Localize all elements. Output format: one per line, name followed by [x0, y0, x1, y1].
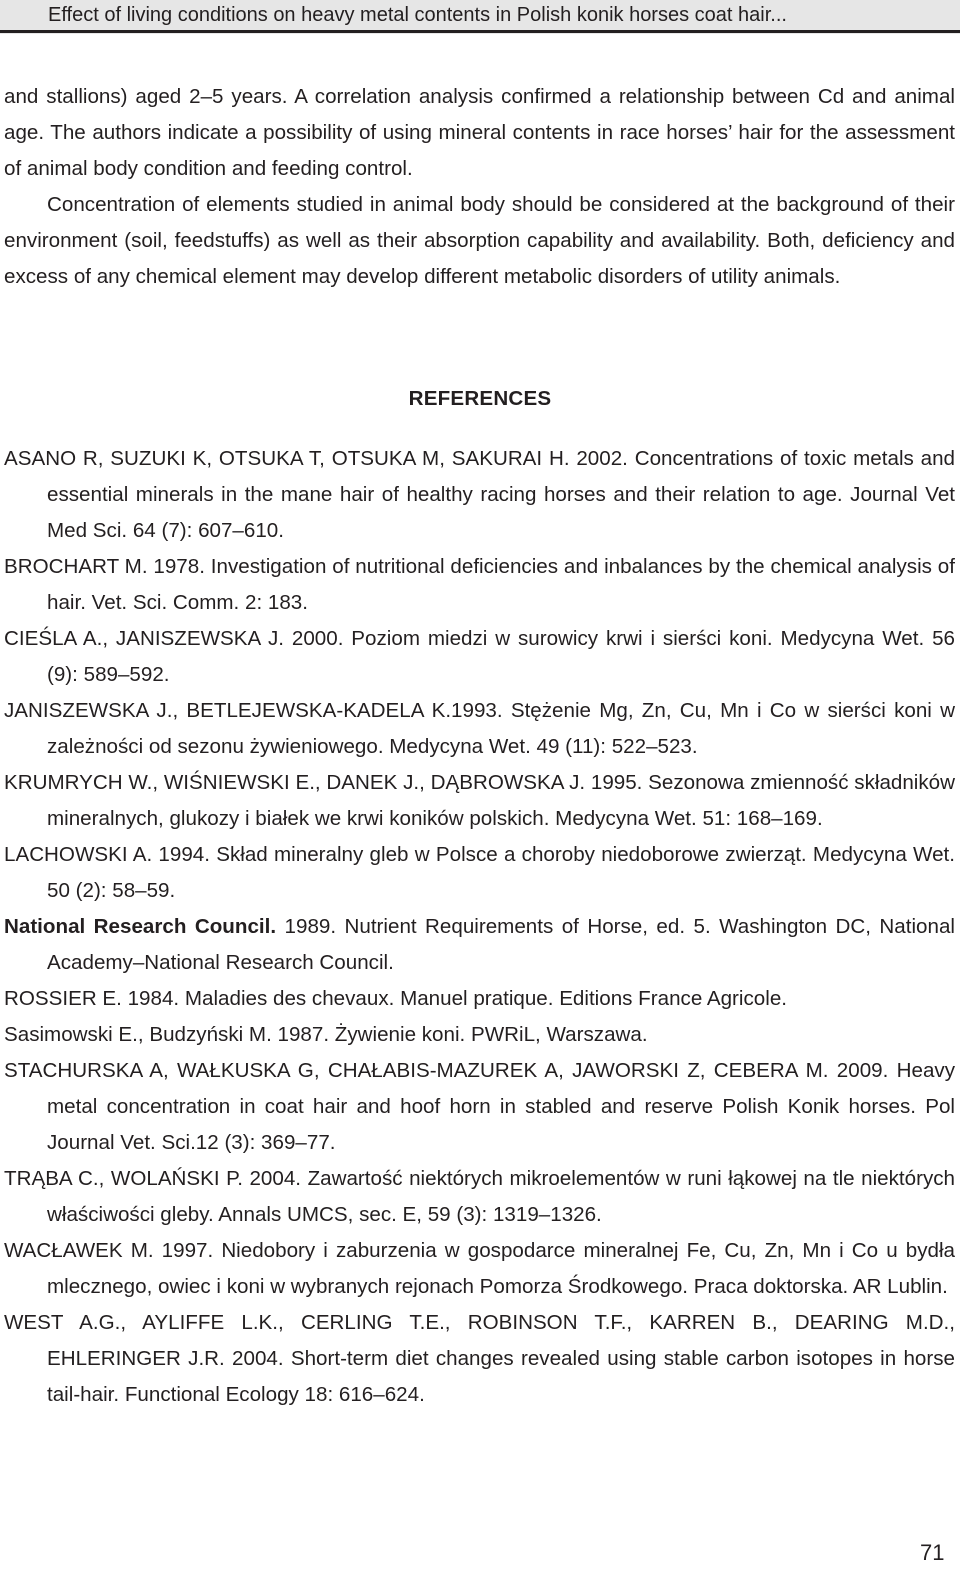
reference-list	[4, 441, 955, 1413]
reference-item	[4, 693, 955, 765]
reference-text: Żywienie koni. PWRiL, Warszawa.	[329, 1023, 648, 1046]
reference-authors: STACHURSKA A, WAŁKUSKA G, CHAŁABIS-MAZUREK A, JAWORSKI Z, CEBERA M. 2009.	[4, 1059, 889, 1082]
reference-text: Sezonowa zmienność składników mineralnych, glukozy i białek we krwi koników polskich. Medycyna Wet. 51: 168–169.	[47, 771, 955, 830]
reference-item	[4, 1161, 955, 1233]
running-title: Effect of living conditions on heavy metal contents in Polish konik horses coat hair...	[48, 4, 787, 26]
reference-text: Investigation of nutritional deficiencies and inbalances by the chemical analysis of hair. Vet. Sci. Comm. 2: 183.	[47, 555, 955, 614]
reference-authors: BROCHART M. 1978.	[4, 555, 205, 578]
reference-item	[4, 549, 955, 621]
reference-text: Concentrations of toxic metals and essential minerals in the mane hair of healthy racing horses and their relation to age. Journal Vet Med Sci. 64 (7): 607–610.	[47, 447, 955, 542]
reference-item	[4, 1233, 955, 1305]
reference-authors: KRUMRYCH W., WIŚNIEWSKI E., DANEK J., DĄBROWSKA J. 1995.	[4, 771, 643, 794]
reference-authors: ASANO R, SUZUKI K, OTSUKA T, OTSUKA M, SAKURAI H. 2002.	[4, 447, 628, 470]
reference-text: Skład mineralny gleb w Polsce a choroby niedoborowe zwierząt. Medycyna Wet. 50 (2): 58–59.	[47, 843, 955, 902]
header-rule	[0, 30, 960, 33]
reference-text: 1989. Nutrient Requirements of Horse, ed. 5. Washington DC, National Academy–National Research Council.	[47, 915, 955, 974]
reference-item	[4, 441, 955, 549]
reference-authors: WACŁAWEK M. 1997.	[4, 1239, 214, 1262]
reference-text: Stężenie Mg, Zn, Cu, Mn i Co w sierści koni w zależności od sezonu żywieniowego. Medycyna Wet. 49 (11): 522–523.	[47, 699, 955, 758]
references-heading: REFERENCES	[408, 387, 552, 410]
reference-item	[4, 1053, 955, 1161]
running-header	[0, 0, 960, 34]
page-number: 71	[920, 1540, 945, 1565]
reference-text: Heavy metal concentration in coat hair and hoof horn in stabled and reserve Polish Konik horses. Pol Journal Vet. Sci.12 (3): 369–77.	[47, 1059, 955, 1154]
reference-item	[4, 765, 955, 837]
reference-item	[4, 621, 955, 693]
reference-authors: CIEŚLA A., JANISZEWSKA J. 2000.	[4, 627, 344, 650]
reference-item	[4, 837, 955, 909]
reference-authors: LACHOWSKI A. 1994.	[4, 843, 210, 866]
reference-text: Niedobory i zaburzenia w gospodarce mineralnej Fe, Cu, Zn, Mn i Co u bydła mlecznego, owiec i koni w wybranych rejonach Pomorza Środkowego. Praca doktorska. AR Lublin.	[47, 1239, 955, 1298]
body-paragraph: Concentration of elements studied in animal body should be considered at the background of their environment (soil, feedstuffs) as well as their absorption capability and availability. Both, deficiency and excess of any chemical element may develop different metabolic disorders of utility animals.	[4, 193, 955, 288]
article-body	[4, 79, 955, 295]
reference-authors: TRĄBA C., WOLAŃSKI P. 2004.	[4, 1167, 302, 1190]
reference-authors: WEST A.G., AYLIFFE L.K., CERLING T.E., ROBINSON T.F., KARREN B., DEARING M.D., EHLERINGER J.R. 2004.	[4, 1311, 955, 1370]
reference-item	[4, 1017, 955, 1053]
reference-authors: National Research Council.	[4, 915, 277, 938]
reference-item	[4, 909, 955, 981]
reference-authors: ROSSIER E. 1984.	[4, 987, 180, 1010]
reference-authors: Sasimowski E., Budzyński M. 1987.	[4, 1023, 330, 1046]
reference-authors: JANISZEWSKA J., BETLEJEWSKA-KADELA K.1993.	[4, 699, 503, 722]
reference-item	[4, 1305, 955, 1413]
body-paragraph: and stallions) aged 2–5 years. A correlation analysis confirmed a relationship between Cd and animal age. The authors indicate a possibility of using mineral contents in race horses’ hair for the assessment of animal body condition and feeding control.	[4, 85, 955, 180]
reference-text: Poziom miedzi w surowicy krwi i sierści koni. Medycyna Wet. 56 (9): 589–592.	[47, 627, 955, 686]
reference-text: Maladies des chevaux. Manuel pratique. Editions France Agricole.	[179, 987, 787, 1010]
reference-text: Zawartość niektórych mikroelementów w runi łąkowej na tle niektórych właściwości gleby. Annals UMCS, sec. E, 59 (3): 1319–1326.	[47, 1167, 956, 1226]
reference-item	[4, 981, 955, 1017]
reference-text: Short-term diet changes revealed using stable carbon isotopes in horse tail-hair. Functional Ecology 18: 616–624.	[47, 1347, 955, 1406]
